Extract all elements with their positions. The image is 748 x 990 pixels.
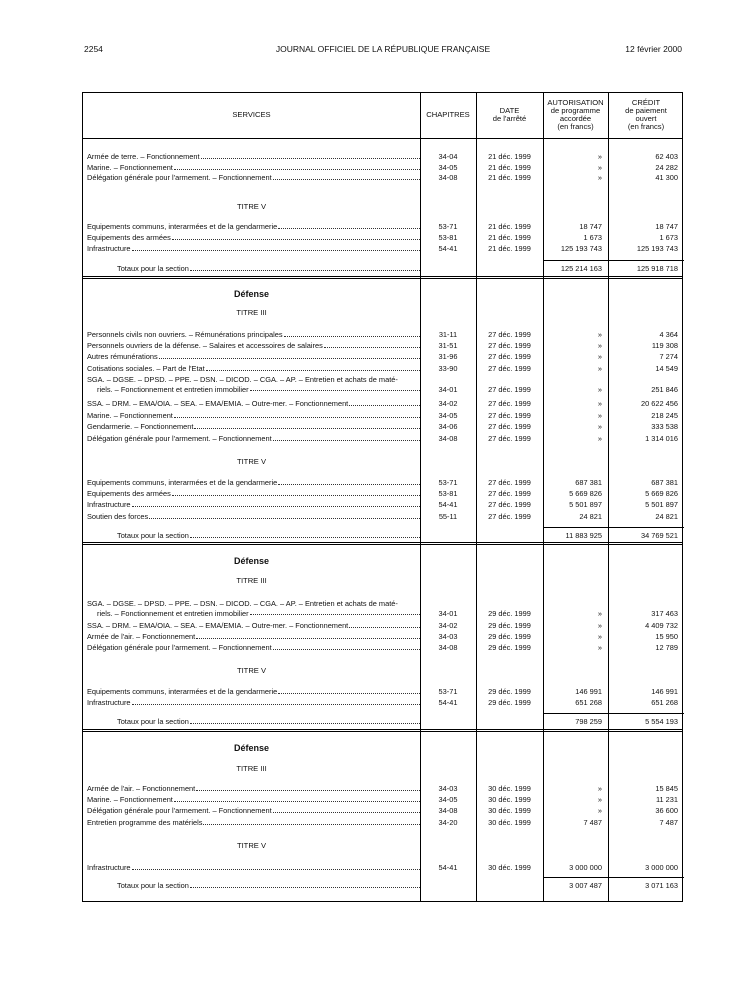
credit-cell: 5 669 826 <box>645 489 678 499</box>
total-autorisation: 125 214 163 <box>560 264 602 273</box>
credit-cell: 7 274 <box>659 352 678 362</box>
service-cell <box>87 697 420 708</box>
chapitre-cell: 54-41 <box>438 863 458 872</box>
credit-cell: 15 950 <box>655 632 678 642</box>
service-label: Délégation générale pour l'armement. – Fonctionnement <box>87 433 272 443</box>
autorisation-cell: » <box>597 433 602 443</box>
table-row <box>83 499 682 511</box>
table-row <box>83 243 682 255</box>
chapitre-cell: 31-11 <box>438 330 458 339</box>
dot-leader <box>206 363 420 371</box>
service-cell <box>87 794 420 805</box>
service-label-line1: SGA. – DGSE. – DPSD. – PPE. – DSN. – DICOD. – CGA. – AP. – Entretien et achats de maté- <box>87 375 398 384</box>
titre-v-heading: TITRE V <box>236 666 267 675</box>
service-label: Infrastructure <box>87 863 131 872</box>
chapitre-cell: 34-20 <box>438 817 458 827</box>
publication-date: 12 février 2000 <box>625 44 682 54</box>
credit-cell: 218 245 <box>651 410 678 420</box>
service-cell <box>87 421 420 432</box>
service-label: Infrastructure <box>87 244 131 253</box>
autorisation-cell: » <box>597 621 602 630</box>
service-cell <box>87 363 420 374</box>
credit-cell: 125 193 743 <box>636 244 678 253</box>
dot-leader <box>273 642 420 650</box>
table-row <box>83 631 682 643</box>
service-cell <box>87 642 420 653</box>
date-cell: 30 déc. 1999 <box>488 817 531 827</box>
autorisation-cell: » <box>597 643 602 653</box>
credit-cell: 4 364 <box>659 330 678 339</box>
date-cell: 27 déc. 1999 <box>488 433 531 443</box>
autorisation-cell: 24 821 <box>579 511 602 521</box>
dot-leader <box>201 151 420 159</box>
autorisation-cell: 651 268 <box>575 698 602 707</box>
totals-label: Totaux pour la section <box>117 881 189 890</box>
autorisation-cell: » <box>597 363 602 373</box>
service-label: Marine. – Fonctionnement <box>87 162 173 172</box>
dot-leader <box>190 530 420 538</box>
date-cell: 21 déc. 1999 <box>488 173 531 182</box>
autorisation-cell: 5 669 826 <box>569 489 602 499</box>
chapitre-cell: 34-03 <box>438 784 458 793</box>
table-row <box>83 817 682 829</box>
section-title: Défense <box>233 556 269 566</box>
date-cell: 29 déc. 1999 <box>488 698 531 707</box>
credit-cell: 4 409 732 <box>645 621 678 630</box>
total-rule <box>543 260 684 261</box>
date-cell: 27 déc. 1999 <box>488 341 531 351</box>
column-header-autorisation: AUTORISATION de programme accordée (en francs) <box>547 97 604 132</box>
dot-leader <box>194 421 420 429</box>
totals-label-cell <box>117 530 420 541</box>
date-cell: 27 déc. 1999 <box>488 363 531 373</box>
credit-cell: 24 282 <box>655 162 678 172</box>
credit-cell: 7 487 <box>659 817 678 827</box>
date-cell: 29 déc. 1999 <box>488 687 531 696</box>
table-row <box>83 783 682 795</box>
dot-leader <box>174 162 420 170</box>
service-label: Equipements des armées <box>87 489 171 499</box>
service-cell <box>87 805 420 816</box>
titre-v-heading: TITRE V <box>236 457 267 466</box>
totals-label: Totaux pour la section <box>117 264 189 273</box>
table-row <box>83 363 682 375</box>
service-cell <box>87 232 420 243</box>
service-cell <box>87 221 420 232</box>
chapitre-cell: 53-71 <box>438 478 458 487</box>
date-cell: 21 déc. 1999 <box>488 233 531 242</box>
dot-leader <box>349 620 420 628</box>
chapitre-cell: 34-05 <box>438 795 458 805</box>
service-label-line2-text: riels. – Fonctionnement et entretien immobilier <box>97 384 249 394</box>
credit-cell: 41 300 <box>655 173 678 182</box>
autorisation-cell: » <box>597 385 602 394</box>
autorisation-cell: » <box>597 162 602 172</box>
total-autorisation: 11 883 925 <box>565 531 602 540</box>
dot-leader <box>273 433 420 441</box>
autorisation-cell: » <box>597 330 602 339</box>
dot-leader <box>159 351 420 359</box>
credit-cell: 11 231 <box>655 795 678 805</box>
credit-cell: 251 846 <box>651 385 678 394</box>
dot-leader <box>196 783 420 791</box>
dot-leader <box>132 862 420 870</box>
service-cell <box>87 488 420 499</box>
totals-label-cell <box>117 716 420 727</box>
service-label: Armée de terre. – Fonctionnement <box>87 152 200 161</box>
date-cell: 27 déc. 1999 <box>488 399 531 408</box>
service-label: Armée de l'air. – Fonctionnement <box>87 784 196 793</box>
autorisation-cell: 687 381 <box>575 478 602 487</box>
chapitre-cell: 53-81 <box>438 233 458 242</box>
chapitre-cell: 34-05 <box>438 162 458 172</box>
date-cell: 27 déc. 1999 <box>488 478 531 487</box>
chapitre-cell: 34-03 <box>438 632 458 642</box>
chapitre-cell: 54-41 <box>438 244 458 253</box>
service-label: Personnels civils non ouvriers. – Rémunérations principales <box>87 330 283 339</box>
service-label: Armée de l'air. – Fonctionnement <box>87 632 196 642</box>
service-label: Autres rémunérations <box>87 352 158 362</box>
credit-cell: 146 991 <box>651 687 678 696</box>
titre-v-heading: TITRE V <box>236 202 267 211</box>
autorisation-cell: » <box>597 632 602 642</box>
autorisation-cell: » <box>597 173 602 182</box>
section-separator <box>83 729 682 732</box>
dot-leader <box>284 329 420 337</box>
dot-leader <box>132 697 420 705</box>
date-cell: 27 déc. 1999 <box>488 500 531 510</box>
credit-cell: 119 308 <box>651 341 678 351</box>
column-header-credit: CRÉDIT de paiement ouvert (en francs) <box>625 97 667 132</box>
autorisation-cell: 7 487 <box>583 817 602 827</box>
table-row <box>83 329 682 341</box>
chapitre-cell: 34-04 <box>438 152 458 161</box>
column-header-date: DATE de l'arrêté <box>492 105 527 123</box>
table-row <box>83 477 682 489</box>
service-label-line2 <box>87 609 420 619</box>
credit-cell: 651 268 <box>651 698 678 707</box>
chapitre-cell: 34-08 <box>438 806 458 816</box>
autorisation-cell: » <box>597 352 602 362</box>
table-row <box>83 599 682 619</box>
service-label: Infrastructure <box>87 698 131 707</box>
date-cell: 30 déc. 1999 <box>488 863 531 872</box>
dot-leader <box>174 794 420 802</box>
service-cell <box>87 172 420 183</box>
total-credit: 3 071 163 <box>645 881 678 890</box>
table-row <box>83 410 682 422</box>
total-autorisation: 798 259 <box>575 717 602 726</box>
total-rule <box>543 713 684 714</box>
table-row <box>83 351 682 363</box>
service-cell <box>87 499 420 510</box>
date-cell: 27 déc. 1999 <box>488 410 531 420</box>
chapitre-cell: 34-08 <box>438 643 458 653</box>
autorisation-cell: » <box>597 399 602 408</box>
credit-cell: 333 538 <box>651 422 678 431</box>
service-cell <box>87 340 420 351</box>
totals-row <box>83 880 682 892</box>
service-label: SSA. – DRM. – EMA/OIA. – SEA. – EMA/EMIA. – Outre-mer. – Fonctionnement <box>87 399 349 408</box>
service-cell <box>87 351 420 362</box>
autorisation-cell: 125 193 743 <box>560 244 602 253</box>
service-label: Marine. – Fonctionnement <box>87 795 173 805</box>
credit-cell: 36 600 <box>655 806 678 816</box>
service-label: Equipements des armées <box>87 233 171 242</box>
service-label: Marine. – Fonctionnement <box>87 410 173 420</box>
table-row <box>83 511 682 523</box>
service-cell <box>87 862 420 873</box>
chapitre-cell: 54-41 <box>438 500 458 510</box>
dot-leader <box>149 511 420 519</box>
table-row <box>83 433 682 445</box>
titre-iii-heading: TITRE III <box>236 576 267 585</box>
chapitre-cell: 53-71 <box>438 222 458 231</box>
service-label: Délégation générale pour l'armement. – Fonctionnement <box>87 173 272 182</box>
credit-cell: 15 845 <box>655 784 678 793</box>
column-header-services: SERVICES <box>232 109 271 119</box>
service-label: SSA. – DRM. – EMA/OIA. – SEA. – EMA/EMIA. – Outre-mer. – Fonctionnement <box>87 621 349 630</box>
credit-cell: 18 747 <box>655 222 678 231</box>
service-label: Equipements communs, interarmées et de la gendarmerie <box>87 478 278 487</box>
dot-leader <box>278 477 420 485</box>
service-label: Soutien des forces <box>87 511 149 521</box>
date-cell: 30 déc. 1999 <box>488 806 531 816</box>
dot-leader <box>349 398 420 406</box>
service-label: Infrastructure <box>87 500 131 510</box>
credit-cell: 24 821 <box>655 511 678 521</box>
credit-cell: 1 314 016 <box>645 433 678 443</box>
dot-leader <box>190 716 420 724</box>
total-credit: 34 769 521 <box>641 531 678 540</box>
autorisation-cell: 3 000 000 <box>569 863 602 872</box>
column-header-chapitres: CHAPITRES <box>426 109 470 119</box>
chapitre-cell: 31-51 <box>438 341 458 351</box>
dot-leader <box>250 385 420 392</box>
date-cell: 21 déc. 1999 <box>488 244 531 253</box>
date-cell: 29 déc. 1999 <box>488 643 531 653</box>
autorisation-cell: » <box>597 341 602 351</box>
table-row <box>83 375 682 395</box>
service-cell <box>87 817 420 828</box>
service-cell <box>87 511 420 522</box>
service-cell <box>87 375 420 394</box>
dot-leader <box>273 805 420 813</box>
totals-row <box>83 530 682 542</box>
table-row <box>83 172 682 184</box>
dot-leader <box>190 880 420 888</box>
dot-leader <box>172 488 420 496</box>
journal-title: JOURNAL OFFICIEL DE LA RÉPUBLIQUE FRANÇAISE <box>275 44 491 54</box>
service-label: Entretien programme des matériels <box>87 817 203 827</box>
total-credit: 125 918 718 <box>636 264 678 273</box>
date-cell: 29 déc. 1999 <box>488 609 531 618</box>
chapitre-cell: 54-41 <box>438 698 458 707</box>
autorisation-cell: » <box>597 795 602 805</box>
autorisation-cell: 146 991 <box>575 687 602 696</box>
totals-label: Totaux pour la section <box>117 531 189 540</box>
date-cell: 27 déc. 1999 <box>488 489 531 499</box>
autorisation-cell: » <box>597 152 602 161</box>
credits-table <box>82 92 683 902</box>
table-row <box>83 697 682 709</box>
service-label: Equipements communs, interarmées et de la gendarmerie <box>87 222 278 231</box>
table-row <box>83 862 682 874</box>
totals-label-cell <box>117 263 420 274</box>
service-cell <box>87 410 420 421</box>
chapitre-cell: 34-02 <box>438 399 458 408</box>
credit-cell: 317 463 <box>651 609 678 618</box>
totals-row <box>83 263 682 275</box>
total-autorisation: 3 007 487 <box>569 881 602 890</box>
section-separator <box>83 276 682 279</box>
autorisation-cell: » <box>597 609 602 618</box>
date-cell: 29 déc. 1999 <box>488 621 531 630</box>
date-cell: 27 déc. 1999 <box>488 330 531 339</box>
page-header <box>84 44 682 56</box>
autorisation-cell: 5 501 897 <box>569 500 602 510</box>
service-label: Personnels ouvriers de la défense. – Salaires et accessoires de salaires <box>87 341 323 351</box>
date-cell: 30 déc. 1999 <box>488 784 531 793</box>
table-row <box>83 642 682 654</box>
table-row <box>83 421 682 433</box>
date-cell: 30 déc. 1999 <box>488 795 531 805</box>
chapitre-cell: 34-01 <box>438 609 458 618</box>
credit-cell: 20 622 456 <box>641 399 678 408</box>
date-cell: 27 déc. 1999 <box>488 352 531 362</box>
date-cell: 21 déc. 1999 <box>488 162 531 172</box>
dot-leader <box>196 631 420 639</box>
table-row <box>83 794 682 806</box>
service-label-line2-text: riels. – Fonctionnement et entretien immobilier <box>97 608 249 618</box>
autorisation-cell: » <box>597 806 602 816</box>
dot-leader <box>250 609 420 616</box>
totals-label: Totaux pour la section <box>117 717 189 726</box>
dot-leader <box>190 263 420 271</box>
date-cell: 27 déc. 1999 <box>488 511 531 521</box>
service-cell <box>87 329 420 340</box>
chapitre-cell: 53-71 <box>438 687 458 696</box>
chapitre-cell: 34-02 <box>438 621 458 630</box>
dot-leader <box>172 232 420 240</box>
dot-leader <box>278 221 420 229</box>
service-label: Gendarmerie. – Fonctionnement <box>87 422 194 431</box>
credit-cell: 14 549 <box>655 363 678 373</box>
titre-v-heading: TITRE V <box>236 841 267 850</box>
autorisation-cell: » <box>597 422 602 431</box>
service-cell <box>87 398 420 409</box>
dot-leader <box>324 340 420 348</box>
service-cell <box>87 243 420 254</box>
service-cell <box>87 151 420 162</box>
service-cell <box>87 620 420 631</box>
chapitre-cell: 53-81 <box>438 489 458 499</box>
chapitre-cell: 31-96 <box>438 352 458 362</box>
total-rule <box>543 527 684 528</box>
autorisation-cell: » <box>597 784 602 793</box>
service-cell <box>87 433 420 444</box>
autorisation-cell: 18 747 <box>579 222 602 231</box>
dot-leader <box>132 243 420 251</box>
total-credit: 5 554 193 <box>645 717 678 726</box>
service-cell <box>87 631 420 642</box>
service-cell <box>87 477 420 488</box>
dot-leader <box>132 499 420 507</box>
service-cell <box>87 599 420 618</box>
titre-iii-heading: TITRE III <box>236 308 267 317</box>
date-cell: 21 déc. 1999 <box>488 152 531 161</box>
header-rule <box>83 138 682 139</box>
chapitre-cell: 34-01 <box>438 385 458 394</box>
autorisation-cell: 1 673 <box>583 233 602 242</box>
section-title: Défense <box>233 743 269 753</box>
chapitre-cell: 34-08 <box>438 433 458 443</box>
page-number: 2254 <box>84 44 103 54</box>
date-cell: 29 déc. 1999 <box>488 632 531 642</box>
table-row <box>83 805 682 817</box>
date-cell: 21 déc. 1999 <box>488 222 531 231</box>
credit-cell: 5 501 897 <box>645 500 678 510</box>
table-row <box>83 398 682 410</box>
chapitre-cell: 55-11 <box>438 511 458 521</box>
credit-cell: 1 673 <box>659 233 678 242</box>
service-label: Cotisations sociales. – Part de l'Etat <box>87 363 205 373</box>
autorisation-cell: » <box>597 410 602 420</box>
service-cell <box>87 783 420 794</box>
service-label-line1: SGA. – DGSE. – DPSD. – PPE. – DSN. – DICOD. – CGA. – AP. – Entretien et achats de maté- <box>87 599 398 608</box>
service-cell <box>87 162 420 173</box>
service-label: Délégation générale pour l'armement. – Fonctionnement <box>87 643 272 653</box>
credit-cell: 687 381 <box>651 478 678 487</box>
chapitre-cell: 34-06 <box>438 422 458 431</box>
chapitre-cell: 34-05 <box>438 410 458 420</box>
chapitre-cell: 34-08 <box>438 173 458 182</box>
service-cell <box>87 686 420 697</box>
date-cell: 27 déc. 1999 <box>488 422 531 431</box>
credit-cell: 62 403 <box>655 152 678 161</box>
table-row <box>83 340 682 352</box>
dot-leader <box>174 410 420 418</box>
credit-cell: 12 789 <box>655 643 678 653</box>
dot-leader <box>273 172 420 180</box>
total-rule <box>543 877 684 878</box>
totals-row <box>83 716 682 728</box>
service-label-line2 <box>87 385 420 395</box>
chapitre-cell: 33-90 <box>438 363 458 373</box>
credit-cell: 3 000 000 <box>645 863 678 872</box>
section-title: Défense <box>233 289 269 299</box>
section-separator <box>83 542 682 545</box>
titre-iii-heading: TITRE III <box>236 764 267 773</box>
service-label: Equipements communs, interarmées et de la gendarmerie <box>87 687 278 696</box>
dot-leader <box>278 686 420 694</box>
table-row <box>83 620 682 632</box>
table-row <box>83 488 682 500</box>
service-label: Délégation générale pour l'armement. – Fonctionnement <box>87 806 272 816</box>
dot-leader <box>203 817 420 825</box>
totals-label-cell <box>117 880 420 891</box>
date-cell: 27 déc. 1999 <box>488 385 531 394</box>
